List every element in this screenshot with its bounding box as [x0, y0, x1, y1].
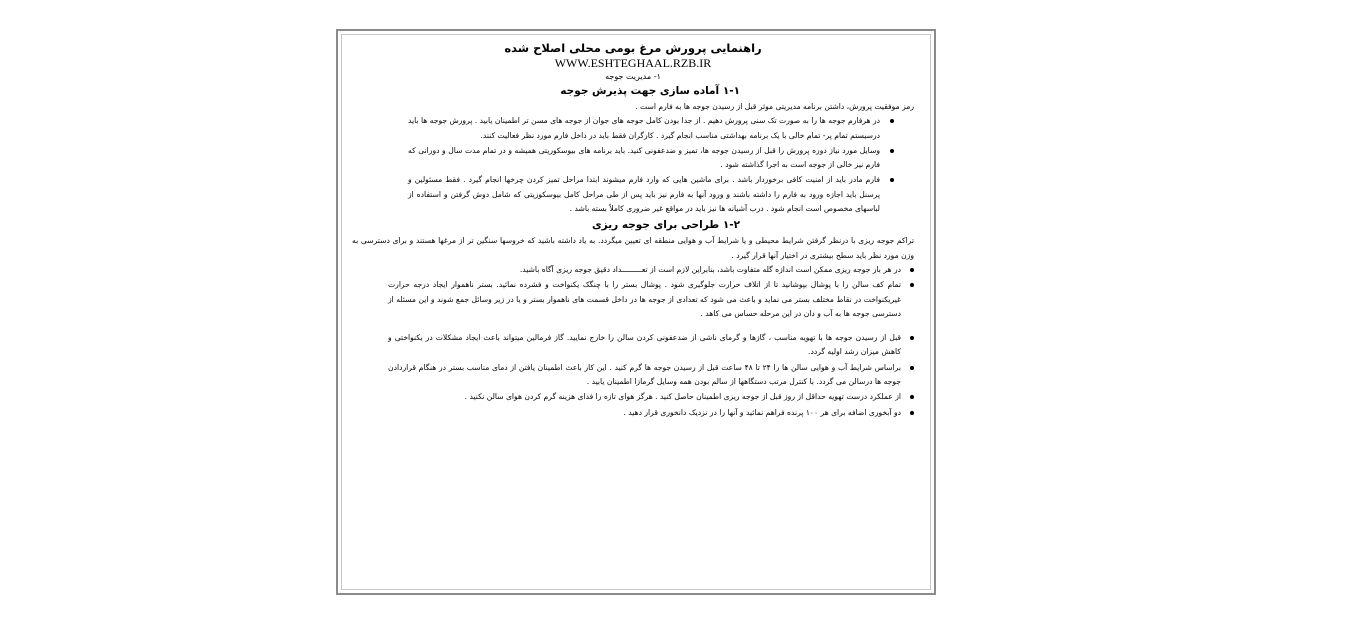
- spacer: [388, 322, 914, 331]
- bullet-icon: [890, 149, 894, 153]
- bullet-icon: [910, 411, 914, 415]
- bullet-icon: [910, 336, 914, 340]
- list-item-text: تمام کف سالن را با پوشال بپوشانید تا از اتلاف حرارت جلوگیری شود . پوشال بستر را با چنگک یکنواخت و فشرده نمائید. بستر ناهموار ایجاد درجه حرارت غیریکنواخت در نقاط مختلف بستر می نماید و باعث می شود که تعدادی از جوجه ها در داخل قسمت های ناهموار بستر و یا در زیر وسائل جمع شوند و این مسئله از دسترسی جوجه ها به آب و دان در این مرحله حساس می کاهد .: [388, 280, 901, 318]
- bullet-icon: [910, 283, 914, 287]
- bullet-icon: [890, 178, 894, 182]
- bullet-icon: [910, 268, 914, 272]
- list-item: [388, 278, 914, 321]
- section-label: ۱- مدیریت جوجه: [605, 72, 661, 81]
- list-item-text: براساس شرایط آب و هوایی سالن ها را ۲۴ تا ۴۸ ساعت قبل از رسیدن جوجه ها گرم کنید . این کار باعث اطمینان یافتن از دمای مناسب بستر در هنگام قراردادن جوجه ها درسالن می گردد. با کنترل مرتب دستگاهها از سالم بودن همه وسایل گرمازا اطمینان یابید .: [388, 362, 901, 387]
- list-item: [388, 361, 914, 390]
- list-item: [408, 144, 894, 173]
- section-2-heading: ۱-۲ طراحی برای جوجه ریزی: [592, 219, 740, 232]
- bullet-icon: [910, 395, 914, 399]
- list-item-text: فارم مادر باید از امنیت کافی برخوردار باشد . برای ماشین هایی که وارد فارم میشوند ابتدا مراحل تمیز کردن چرخها انجام گیرد . فقط مسئولین و پرسنل باید اجازه ورود به فارم را داشته باشند و ورود آنها به فارم نیز باید پس از طی مراحل کامل بیوسکوریتی که شامل دوش گرفتن و استفاده از لباسهای مخصوص است انجام شود . درب آشیانه ها نیز باید در مواقع غیر ضروری کاملاً بسته باشد .: [408, 175, 880, 214]
- document-body: [338, 31, 934, 593]
- list-item: [408, 173, 894, 216]
- section-1-bullet-list: [408, 114, 894, 216]
- document-title: راهنمایی پرورش مرغ بومی محلی اصلاح شده: [504, 41, 762, 55]
- list-item-text: دو آبخوری اضافه برای هر ۱۰۰ پرنده فراهم نمائید و آنها را در نزدیک دانخوری قرار دهید .: [623, 407, 901, 417]
- bullet-icon: [890, 119, 894, 123]
- bullet-icon: [910, 366, 914, 370]
- section-1-intro: رمز موفقیت پرورش، داشتن برنامه مدیریتی موثر قبل از رسیدن جوجه ها به فارم است .: [635, 102, 914, 111]
- list-item: [388, 263, 914, 277]
- section-2-intro: تراکم جوجه ریزی با درنظر گرفتن شرایط محیطی و یا شرایط آب و هوایی منطقه ای تعیین میگردد. به یاد داشته باشید که خروسها سنگین تر از مرغها هستند و برای دسترسی به وزن مورد نظر باید سطح بیشتری در اختیار آنها قرار گیرد .: [352, 236, 914, 260]
- list-item-text: وسایل مورد نیاز دوره پرورش را قبل از رسیدن جوجه ها، تمیز و ضدعفونی کنید. باید برنامه های بیوسکوریتی همیشه و در تمام مدت سال و دورانی که فارم نیز خالی از جوجه است به اجرا گذاشته شود .: [408, 145, 880, 170]
- section-1: [352, 84, 914, 216]
- list-item: [388, 390, 914, 404]
- list-item-text: قبل از رسیدن جوجه ها با تهویه مناسب ، گازها و گرمای ناشی از ضدعفونی کردن سالن را خارج نمایید. گاز فرمالین میتواند باعث ایجاد مشکلات در یکنواختی و کاهش میزان رشد اولیه گردد.: [388, 333, 901, 357]
- list-item-text: در هرفارم جوجه ها را به صورت تک سنی پرورش دهیم . از جدا بودن کامل جوجه های جوان از جوجه های مسن تر اطمینان یابید . پرورش جوجه ها باید درسیستم تمام پر- تمام خالی با یک برنامه بهداشتی مناسب انجام گیرد . کارگران فقط باید در داخل فارم مورد نظر فعالیت کنند.: [408, 116, 880, 140]
- list-item-text: در هر بار جوجه ریزی ممکن است اندازه گله متفاوت باشد، بنابراین لازم است از تعـــــــــداد دقیق جوجه ریزی آگاه باشید.: [519, 264, 901, 274]
- website-url: WWW.ESHTEGHAAL.RZB.IR: [554, 56, 712, 70]
- section-1-heading: ۱-۱ آماده سازی جهت پذیرش جوجه: [560, 85, 740, 97]
- list-item: [408, 114, 894, 143]
- document-page: [336, 29, 936, 595]
- list-item-text: از عملکرد درست تهویه حداقل از روز قبل از جوجه ریزی اطمینان حاصل کنید . هرگز هوای تازه را فدای هزینه گرم کردن هوای سالن نکنید .: [464, 392, 901, 402]
- list-item: [388, 331, 914, 360]
- section-2-bullet-list: [388, 263, 914, 420]
- list-item: [388, 406, 914, 420]
- section-2: [352, 218, 914, 420]
